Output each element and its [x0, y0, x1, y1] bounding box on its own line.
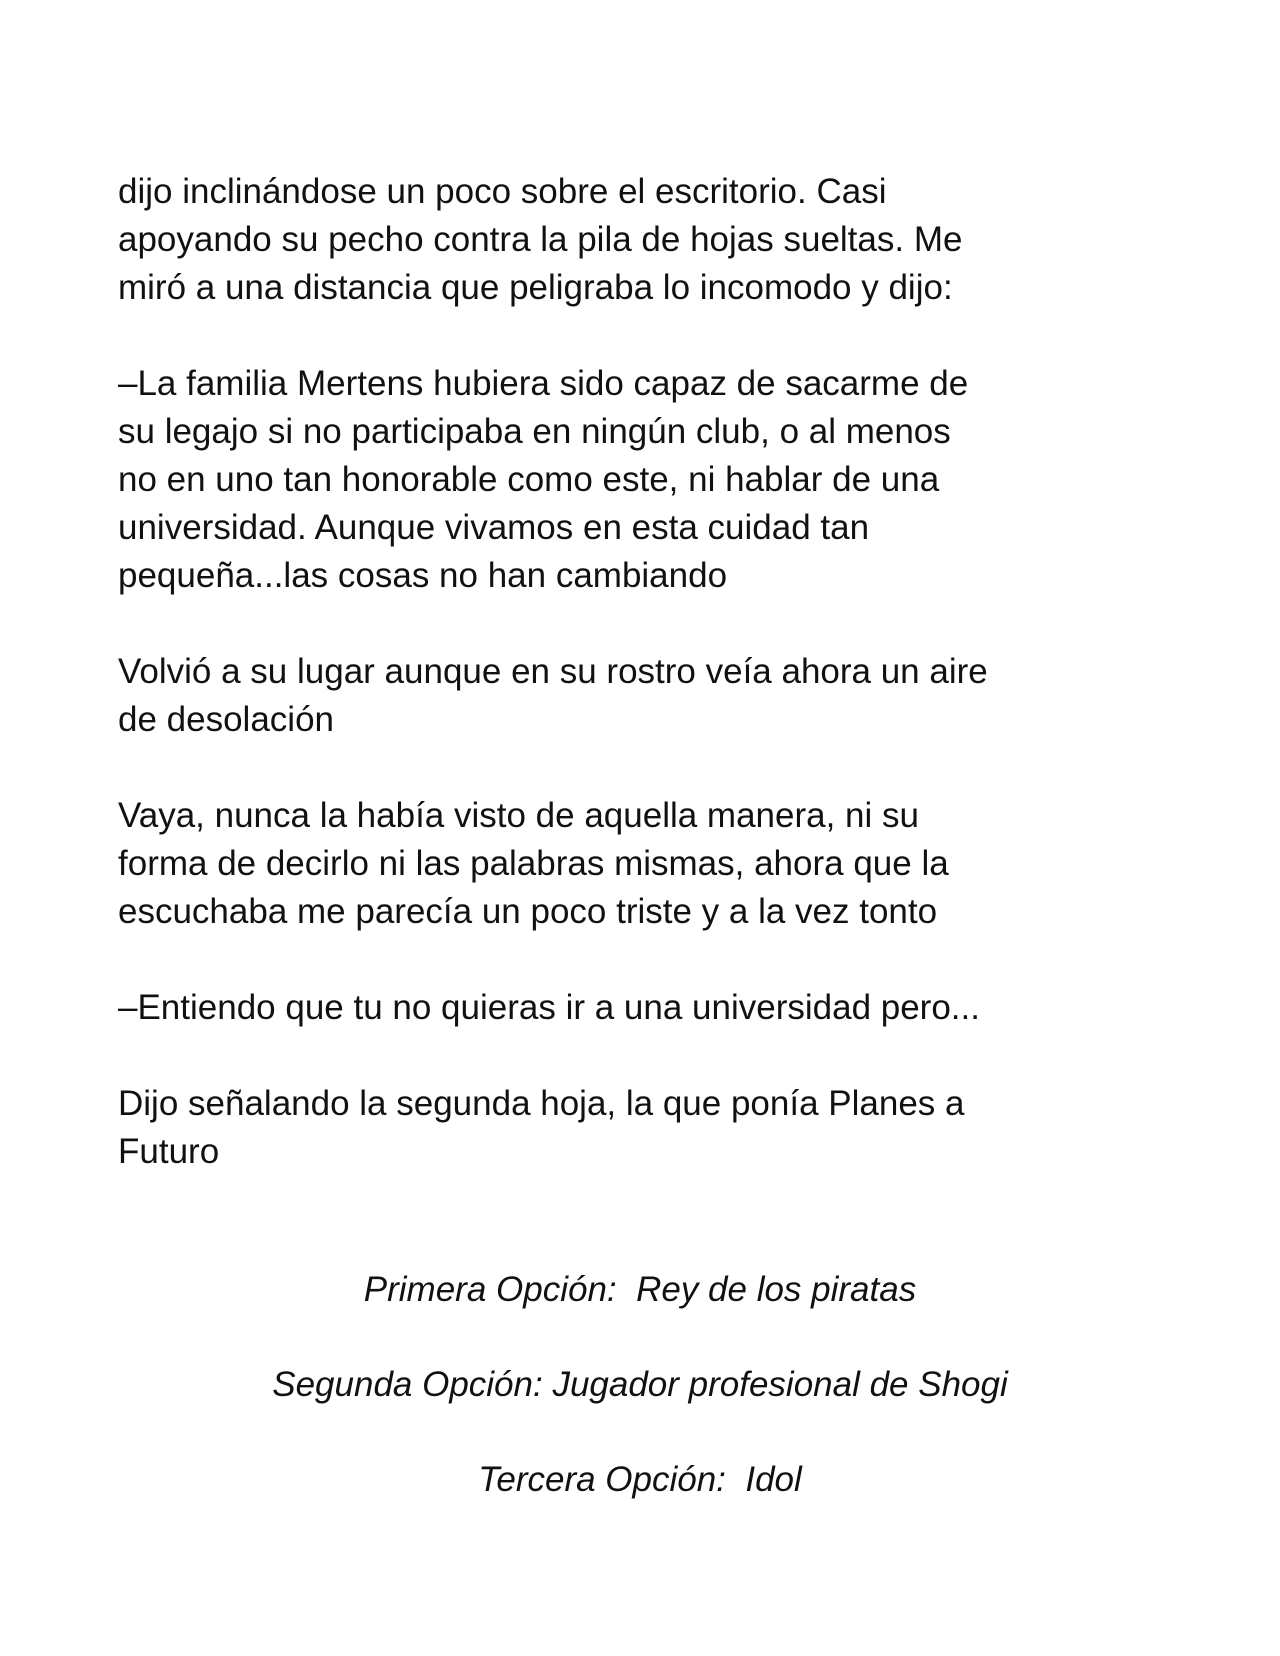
- paragraph-6: Dijo señalando la segunda hoja, la que ponía Planes a Futuro: [118, 1084, 965, 1171]
- paragraph-4: Vaya, nunca la había visto de aquella manera, ni su forma de decirlo ni las palabras mismas, ahora que la escuchaba me parecía un poco triste y a la vez tonto: [118, 796, 949, 931]
- paragraph-5: –Entiendo que tu no quieras ir a una universidad pero...: [118, 988, 980, 1027]
- paragraph-1: dijo inclinándose un poco sobre el escritorio. Casi apoyando su pecho contra la pila de hojas sueltas. Me miró a una distancia que peligraba lo incomodo y dijo:: [118, 172, 963, 307]
- option-third: Tercera Opción: Idol: [478, 1460, 802, 1499]
- paragraph-3: Volvió a su lugar aunque en su rostro veía ahora un aire de desolación: [118, 652, 988, 739]
- paragraph-2: –La familia Mertens hubiera sido capaz de sacarme de su legajo si no participaba en ningún club, o al menos no en uno tan honorable como este, ni hablar de una universidad. Aunque vivamos en esta cuidad tan pequeña...las cosas no han cambiando: [118, 364, 969, 595]
- options-list: [0, 1266, 1280, 1551]
- option-first: Primera Opción: Rey de los piratas: [363, 1270, 917, 1309]
- body-text: [118, 168, 1178, 1224]
- option-second: Segunda Opción: Jugador profesional de Shogi: [272, 1365, 1008, 1404]
